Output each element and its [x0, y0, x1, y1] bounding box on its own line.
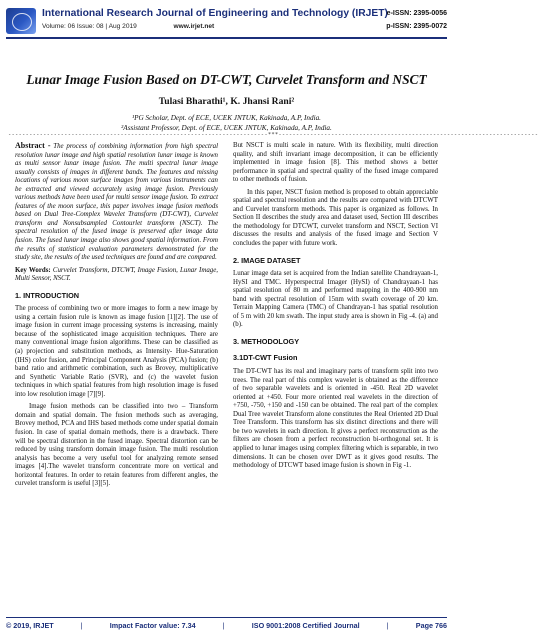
affiliation-1: ¹PG Scholar, Dept. of ECE, UCEK JNTUK, Kakinada, A.P, India. [132, 114, 321, 122]
keywords-label: Key Words: [15, 266, 51, 274]
dtcwt-heading: 3.1DT-CWT Fusion [233, 353, 298, 363]
dataset-heading: 2. IMAGE DATASET [233, 255, 301, 265]
abstract-text: The process of combining information from high spectral resolution lunar image and high spatial resolution lunar image is known as multi sensor lunar image fusion. The multi spectral lunar image usually consists of images in different bands. The features and missing locations of various moon surface images from various instruments can be extracted and viewed accurately using image fusion. Previously various methods have been used for multi sensor image fusion. To extract features of the moon surface, this paper involves image fusion methods based on Dual Tree-Complex Wavelet Transform (DT-CWT), Curvelet transform and Nonsubsampled Contourlet transform (NSCT). The spectral resolution of the fused image is preserved after image data fusion. The fused lunar image also shows good spatial information. From the results of statistical evaluation parameters demonstrated for the study site, the results of the used techniques are found and are compared. [15, 143, 218, 262]
keywords-text: Curvelet Transform, DTCWT, Image Fusion, Lunar Image, Multi Sensor, NSCT. [15, 266, 218, 283]
keywords [15, 267, 218, 284]
affiliation-2: ²Assistant Professor, Dept. of ECE, UCEK JNTUK, Kakinada, A.P, India. [121, 124, 332, 132]
intro-paragraph-2: Image fusion methods can be classified into two – Transform domain and spatial domain. The fusion methods such as averaging, Brovey method, PCA and IHS based methods come under spatial domain fusion. In case of spatial domain methods, there is a drawback. There will be spectral distortion in the fused image. Spectral distortion can be reduced by using transform domain image fusion. The multi resolution analysis has become a very useful tool for analyzing remote sensed images [4].The wavelet transform concentrate more on vertical and horizontal features. In order to retain features from different angles, the curvelet transform is useful [3][5]. [15, 403, 218, 488]
abstract [15, 142, 218, 263]
right-paragraph-2: In this paper, NSCT fusion method is proposed to obtain appreciable spatial and spectral resolution and the results are compared with DTCWT and Curvelet transform methods. This paper is organized as follows. In Section II describes the study area and dataset used, Section III describes the methodology for DTCWT, curvelet transform and NSCT, Section VI discusses the results and analysis of the fused image and Section V concludes the paper with future work. [233, 188, 438, 248]
journal-logo [6, 8, 36, 34]
footer-impact: Impact Factor value: 7.34 [109, 621, 196, 630]
footer-rule [6, 617, 447, 618]
journal-header [6, 6, 447, 36]
intro-paragraph-1: The process of combining two or more images to form a new image by using a certain fusion rule is known as image fusion [1][2]. The use of image fusion in current image processing systems is increasing, mainly because of the sophisticated image acquisition techniques. There are many conventional image fusion algorithms. These can be classified as (a) projection and substitution methods, as Intensity- Hue-Saturation (IHS) color fusion, and Principal Component Analysis (PCA) fusion; (b) band ratio and arithmetic combination, such as Brovey, multiplicative and Synthetic Variable Ratio (SVR), and (c) the wavelet fusion techniques in which spatial features from high resolution image is fused into low resolution image [7][9]. [15, 305, 218, 398]
eissn: e-ISSN: 2395-0056 [386, 10, 447, 17]
right-column [233, 142, 438, 475]
footer-copyright: © 2019, IRJET [6, 621, 54, 630]
footer-page-number: Page 766 [415, 621, 447, 630]
footer-divider: | [386, 621, 389, 630]
methodology-heading: 3. METHODOLOGY [233, 336, 300, 346]
paper-title: Lunar Image Fusion Based on DT-CWT, Curvelet Transform and NSCT [26, 72, 427, 87]
footer-divider: | [222, 621, 225, 630]
dtcwt-paragraph: The DT-CWT has its real and imaginary parts of transform split into two trees. The real part of this complex wavelet is obtained as the difference of two separable wavelets and is oriented in -450. Real 2D wavelet oriented at +450. Four more oriented real wavelets in the direction of +750, -750, +150 and -150 can be obtained. The real part of the complex Dual Tree wavelet Transform alone constitutes the Real Oriented 2D Dual Tree Transform. This transform has six distinct directions and there will be two wavelets in each direction. It gives a perfect reconstruction as the filters are chosen from a perfect reconstruction bi-orthogonal set. It is applied to lunar images using complex filtering which is separable, in two dimensions. It can be chosen over DWT as it gives good results. The methodology of DTCWT based image fusion is shown in Fig -1. [233, 368, 438, 470]
right-paragraph-1: But NSCT is multi scale in nature. With its flexibility, multi direction quality, and shift invariant image decomposition, it can be efficiently implemented in image fusion [8]. This method shows a better performance in spatial and spectral quality of the fused image compared to other methods of fusion. [233, 142, 438, 184]
title-separator: --------------------------------------------------------------------------***-------------------------------------------------------------------------- [8, 132, 538, 138]
page-footer [6, 621, 447, 630]
journal-volume-line [42, 23, 214, 30]
footer-iso: ISO 9001:2008 Certified Journal [251, 621, 360, 630]
paper-authors: Tulasi Bharathi¹, K. Jhansi Rani² [158, 96, 295, 107]
dataset-paragraph: Lunar image data set is acquired from the Indian satellite Chandrayaan-1, HySI and TMC. Hyperspectral Imager (HySI) of Chandrayaan-1 has spatial resolution of 80 m and performed mapping in the 400-900 nm band with spectral resolution of 15nm with swath coverage of 20 km. Terrain Mapping Camera (TMC) of Chandrayan-1 has spatial resolution of 5 m with 20 km swath. The input study area is shown in Fig -4. (a) and (b). [233, 270, 438, 329]
journal-website: www.irjet.net [173, 23, 215, 30]
left-column [15, 142, 218, 493]
header-rule [6, 37, 447, 39]
footer-divider: | [80, 621, 83, 630]
abstract-label: Abstract - [15, 141, 51, 150]
journal-volume: Volume: 06 Issue: 08 | Aug 2019 [42, 23, 137, 30]
intro-heading: 1. INTRODUCTION [15, 290, 80, 300]
journal-name: International Research Journal of Engineering and Technology (IRJET) [42, 8, 388, 19]
pissn: p-ISSN: 2395-0072 [386, 23, 447, 30]
